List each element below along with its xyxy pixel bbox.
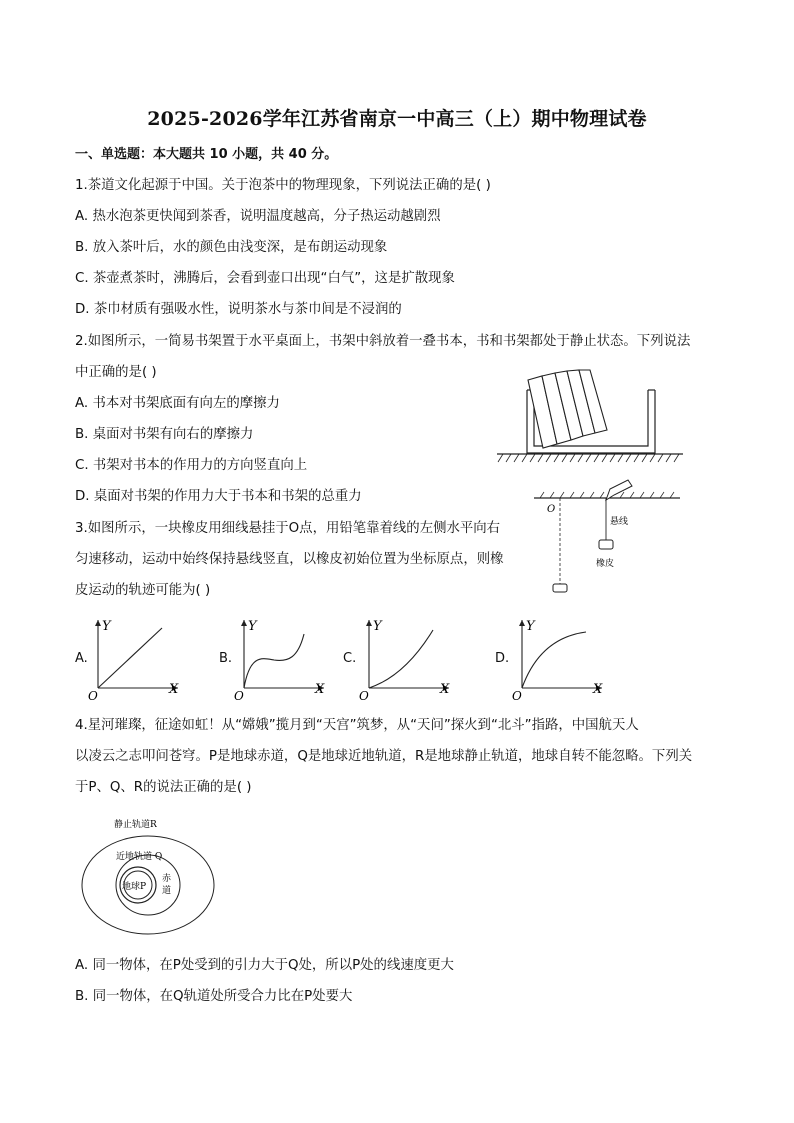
eraser-label: 橡皮 (596, 559, 615, 569)
q2-stem-line-2: 中正确的是( ) (75, 365, 157, 380)
q1-option-c: C. 茶壶煮茶时，沸腾后，会看到壶口出现“白气”，这是扩散现象 (75, 271, 455, 286)
graph-c-origin-label: O (359, 689, 369, 702)
graph-a-y-label: Y (102, 619, 111, 634)
q3-stem-line-3: 皮运动的轨迹可能为( ) (75, 583, 211, 598)
q3-stem-line-1: 3.如图所示，一块橡皮用细线悬挂于O点，用铅笔靠着线的左侧水平向右 (75, 521, 501, 536)
graph-c-y-label: Y (373, 619, 382, 634)
section-heading: 一、单选题：本大题共 10 小题，共 40 分。 (75, 147, 338, 162)
orbit-q-label: 近地轨道 Q (116, 852, 163, 862)
graph-d-origin-label: O (512, 689, 522, 702)
page-title: 2025-2026学年江苏省南京一中高三（上）期中物理试卷 (147, 108, 647, 130)
equator-label-1: 赤 (162, 874, 172, 884)
graph-d-label: D. (495, 651, 510, 666)
graph-c-x-label: X (440, 682, 450, 697)
graph-b-y-label: Y (248, 619, 257, 634)
q1-option-d: D. 茶巾材质有强吸水性，说明茶水与茶巾间是不浸润的 (75, 302, 402, 317)
graph-a (86, 614, 186, 702)
pencil-thread-figure (530, 478, 690, 598)
graph-d-y-label: Y (526, 619, 535, 634)
q2-option-b: B. 桌面对书架有向右的摩擦力 (75, 427, 254, 442)
q1-stem: 1.茶道文化起源于中国。关于泡茶中的物理现象，下列说法正确的是( ) (75, 178, 491, 193)
q2-option-a: A. 书本对书架底面有向左的摩擦力 (75, 396, 280, 411)
q3-stem-line-2: 匀速移动，运动中始终保持悬线竖直，以橡皮初始位置为坐标原点，则橡 (75, 552, 504, 567)
q4-stem-line-2: 以凌云之志叩问苍穹。P是地球赤道，Q是地球近地轨道，R是地球静止轨道，地球自转不能忽略。下列关 (75, 749, 693, 764)
graph-d-x-label: X (593, 682, 603, 697)
equator-label-2: 道 (162, 886, 172, 896)
orbit-figure (78, 815, 218, 937)
q4-stem-line-3: 于P、Q、R的说法正确的是( ) (75, 780, 252, 795)
q4-option-b: B. 同一物体，在Q轨道处所受合力比在P处要大 (75, 989, 353, 1004)
graph-d (510, 614, 610, 702)
bookshelf-figure (495, 368, 685, 464)
graph-b-x-label: X (315, 682, 325, 697)
graph-c-label: C. (343, 651, 357, 666)
graph-b-label: B. (219, 651, 233, 666)
graph-b-origin-label: O (234, 689, 244, 702)
q4-stem-line-1: 4.星河璀璨，征途如虹！从“嫦娥”揽月到“天宫”筑梦，从“天问”探火到“北斗”指路，中国航天人 (75, 718, 639, 733)
graph-c (357, 614, 457, 702)
q4-option-a: A. 同一物体，在P处受到的引力大于Q处，所以P处的线速度更大 (75, 958, 454, 973)
q2-option-c: C. 书架对书本的作用力的方向竖直向上 (75, 458, 308, 473)
point-o-label: O (547, 504, 556, 515)
earth-label: 地球P (122, 882, 147, 892)
q2-stem-line-1: 2.如图所示，一简易书架置于水平桌面上，书架中斜放着一叠书本，书和书架都处于静止状态。下列说法 (75, 334, 691, 349)
q2-option-d: D. 桌面对书架的作用力大于书本和书架的总重力 (75, 489, 362, 504)
q1-option-a: A. 热水泡茶更快闻到茶香，说明温度越高，分子热运动越剧烈 (75, 209, 441, 224)
graph-a-label: A. (75, 651, 88, 666)
graph-b (232, 614, 332, 702)
graph-a-origin-label: O (88, 689, 98, 702)
graph-a-x-label: X (169, 682, 179, 697)
q1-option-b: B. 放入茶叶后，水的颜色由浅变深，是布朗运动现象 (75, 240, 388, 255)
orbit-r-label: 静止轨道R (114, 820, 157, 830)
thread-label: 悬线 (610, 517, 629, 527)
